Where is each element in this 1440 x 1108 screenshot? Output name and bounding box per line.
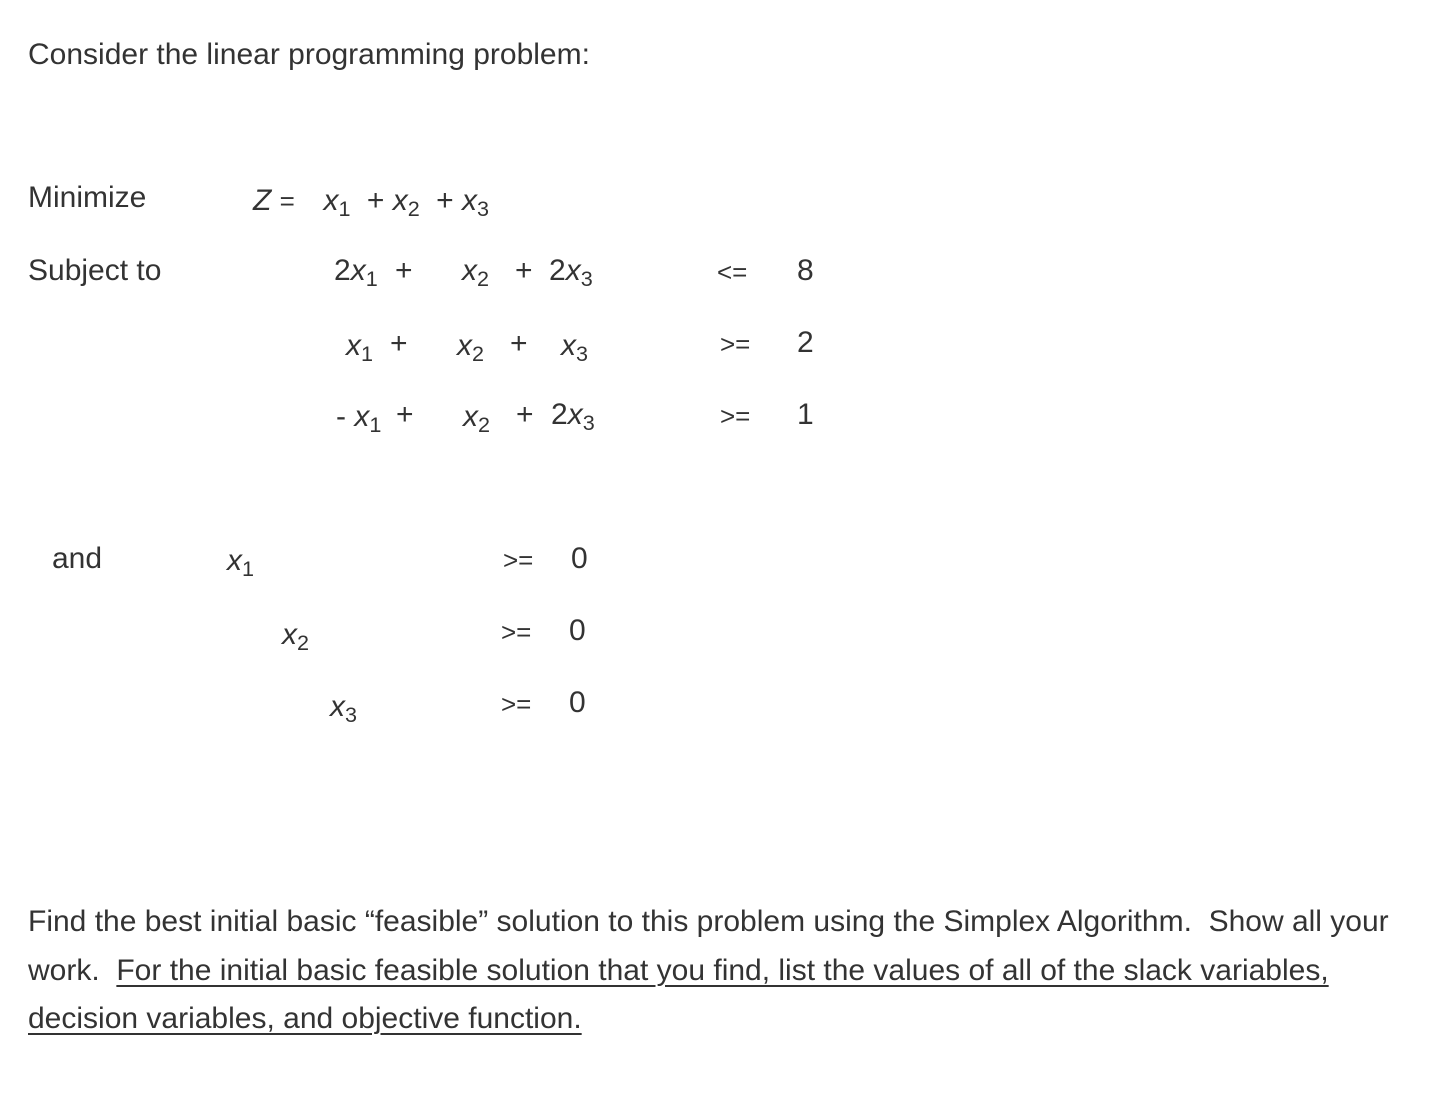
equals-sign: = (279, 186, 295, 216)
constraint-3-plus-1: + (396, 398, 414, 431)
subject-to-label: Subject to (28, 254, 162, 287)
constraint-2-plus-2: + (510, 327, 528, 360)
instructions-plain: Find the best initial basic “feasible” solution to this problem using the Simplex Algorithm. Show all your work. (28, 905, 1398, 987)
nonneg-3-relation: >= (501, 689, 532, 719)
instructions-underlined: For the initial basic feasible solution that you find, list the values of all of the slack variables, decision variables, and objective function. (28, 953, 1329, 1035)
constraint-1-rhs: 8 (797, 254, 814, 287)
objective-plus-1: + (366, 184, 385, 217)
constraint-2-plus-1: + (390, 327, 408, 360)
z-symbol: Z (253, 184, 272, 217)
objective-x1: $x_1$ (323, 184, 351, 222)
minimize-label: Minimize (28, 181, 147, 214)
nonneg-x1: $x_1$ (227, 544, 255, 582)
objective-plus-2: + (436, 184, 454, 217)
nonneg-2-relation: >= (501, 617, 532, 647)
constraint-3-term-3: $2x_3$ (551, 398, 595, 436)
objective-function (253, 184, 490, 222)
nonneg-1-relation: >= (503, 545, 534, 575)
constraint-3-term-1: - $x_1$ (336, 400, 382, 438)
constraint-1-plus-2: + (515, 254, 533, 287)
constraint-1-plus-1: + (395, 254, 413, 287)
constraint-2-rhs: 2 (797, 326, 814, 359)
constraint-1-term-3: $2x_3$ (549, 254, 593, 292)
constraint-1-term-1: $2x_1$ (334, 254, 378, 292)
constraint-3-rhs: 1 (797, 398, 814, 431)
constraint-2-term-1: $x_1$ (346, 329, 374, 367)
constraint-3-plus-2: + (516, 398, 534, 431)
and-label: and (52, 542, 103, 575)
nonneg-x2: $x_2$ (282, 618, 310, 656)
nonneg-x3: $x_3$ (330, 690, 358, 728)
constraint-3-relation: >= (720, 401, 751, 431)
objective-x2: $x_2$ (392, 184, 420, 222)
instructions-paragraph (28, 898, 1412, 1044)
constraint-1-relation: <= (717, 257, 748, 287)
constraint-1-term-2: $x_2$ (462, 254, 490, 292)
constraint-2-term-3: $x_3$ (561, 329, 589, 367)
nonneg-2-rhs: 0 (569, 614, 586, 647)
constraint-2-relation: >= (720, 329, 751, 359)
constraint-2-term-2: $x_2$ (457, 329, 485, 367)
intro-text: Consider the linear programming problem: (28, 38, 590, 71)
nonneg-1-rhs: 0 (571, 542, 588, 575)
nonneg-3-rhs: 0 (569, 686, 586, 719)
constraint-3-term-2: $x_2$ (463, 400, 491, 438)
objective-x3: $x_3$ (462, 184, 490, 222)
